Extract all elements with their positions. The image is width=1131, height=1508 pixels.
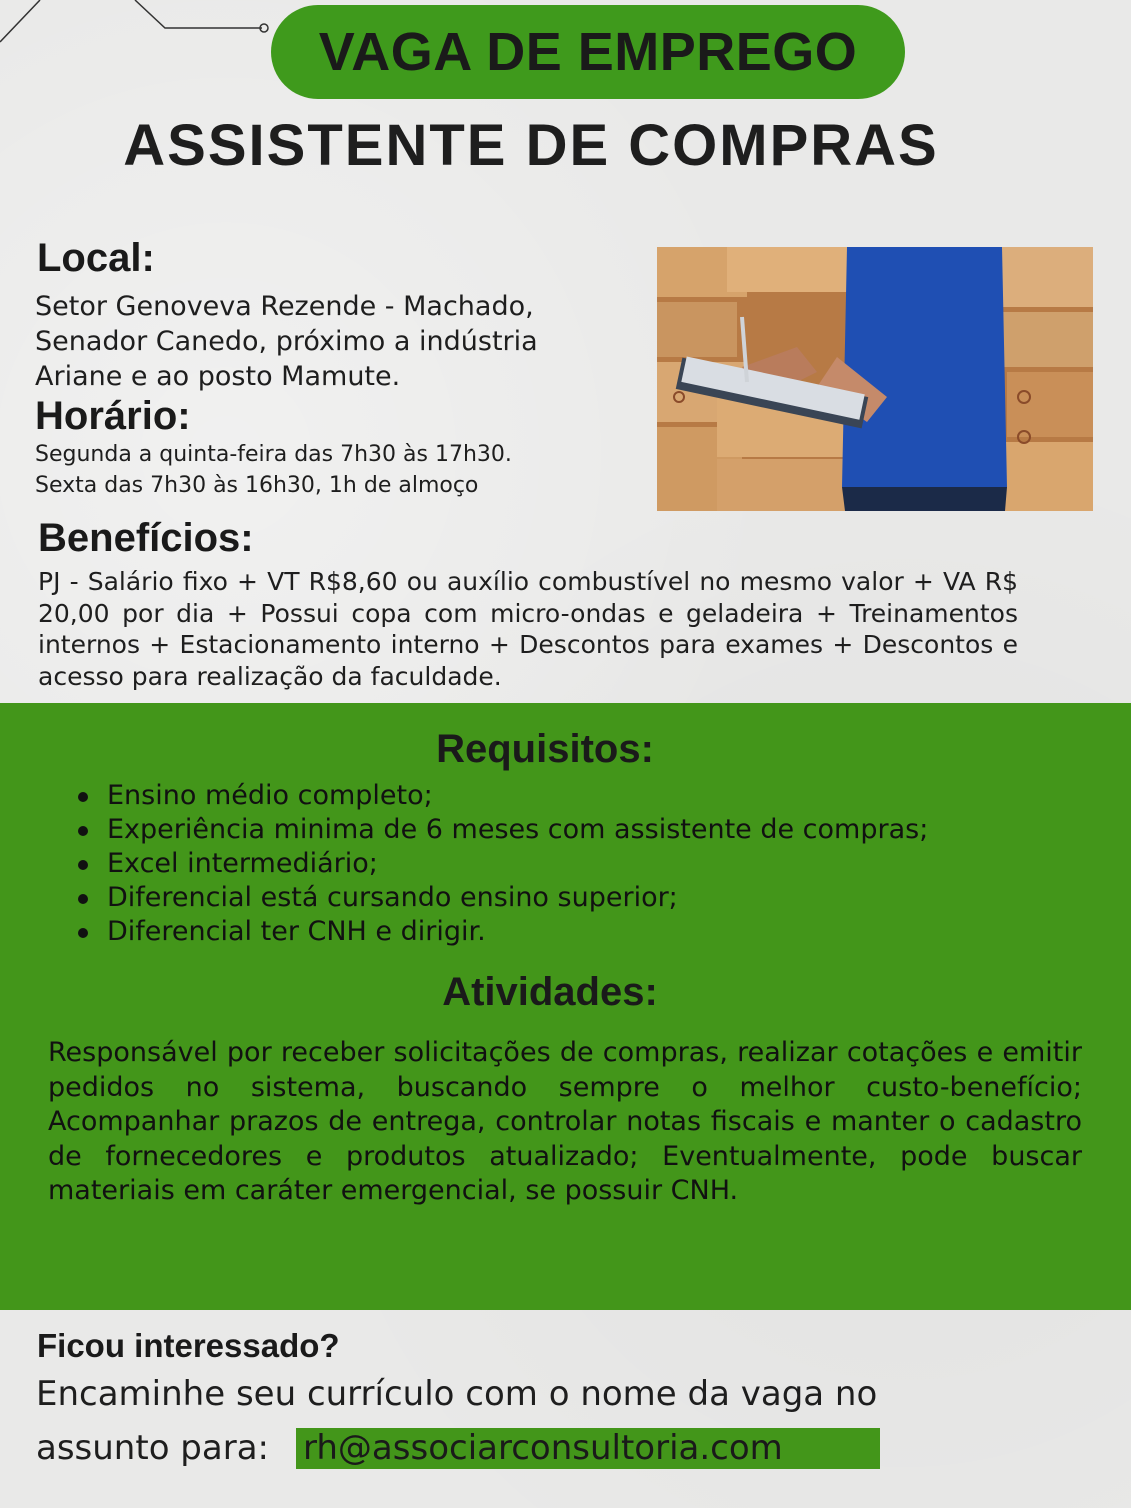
job-title: ASSISTENTE DE COMPRAS — [123, 113, 939, 178]
list-item: Diferencial está cursando ensino superior; — [74, 881, 928, 915]
beneficios-text: PJ - Salário fixo + VT R$8,60 ou auxílio combustível no mesmo valor + VA R$ 20,00 por dia + Possui copa com micro-ondas e geladeira + Treinamentos internos + Estacionamento interno + Descontos para exames + Descontos e acesso para realização da faculdade. — [38, 567, 1018, 691]
list-item: Excel intermediário; — [74, 847, 928, 881]
horario-line: Sexta das 7h30 às 16h30, 1h de almoço — [35, 473, 479, 498]
atividades-text: Responsável por receber solicitações de compras, realizar cotações e emitir pedidos no sistema, buscando sempre o melhor custo-benefício; Acompanhar prazos de entrega, controlar notas fiscais e manter o cadastro de fornecedores e produtos atualizado; Eventualmente, pode buscar materiais em caráter emergencial, se possuir CNH. — [48, 1037, 1082, 1206]
job-badge-label: VAGA DE EMPREGO — [318, 22, 858, 82]
local-heading: Local: — [37, 236, 155, 280]
local-line: Senador Canedo, próximo a indústria — [35, 326, 538, 357]
horario-line: Segunda a quinta-feira das 7h30 às 17h30. — [35, 442, 512, 467]
circuit-lines-decoration — [0, 0, 300, 60]
requisitos-list — [74, 779, 928, 949]
contato-line1: Encaminhe seu currículo com o nome da vaga no — [36, 1374, 878, 1414]
worker-with-clipboard-photo — [657, 247, 1093, 511]
beneficios-heading: Benefícios: — [38, 516, 254, 560]
requisitos-heading: Requisitos: — [436, 727, 654, 771]
list-item: Ensino médio completo; — [74, 779, 928, 813]
job-badge — [271, 5, 905, 99]
horario-text — [35, 439, 512, 501]
contato-line2-prefix: assunto para: — [36, 1428, 269, 1468]
list-item: Experiência minima de 6 meses com assistente de compras; — [74, 813, 928, 847]
local-line: Ariane e ao posto Mamute. — [35, 361, 401, 392]
email-link[interactable]: rh@associarconsultoria.com — [303, 1428, 783, 1468]
contato-heading: Ficou interessado? — [37, 1327, 340, 1364]
atividades-heading: Atividades: — [442, 970, 658, 1014]
local-text — [35, 289, 538, 394]
local-line: Setor Genoveva Rezende - Machado, — [35, 291, 534, 322]
list-item: Diferencial ter CNH e dirigir. — [74, 915, 928, 949]
horario-heading: Horário: — [35, 394, 191, 438]
